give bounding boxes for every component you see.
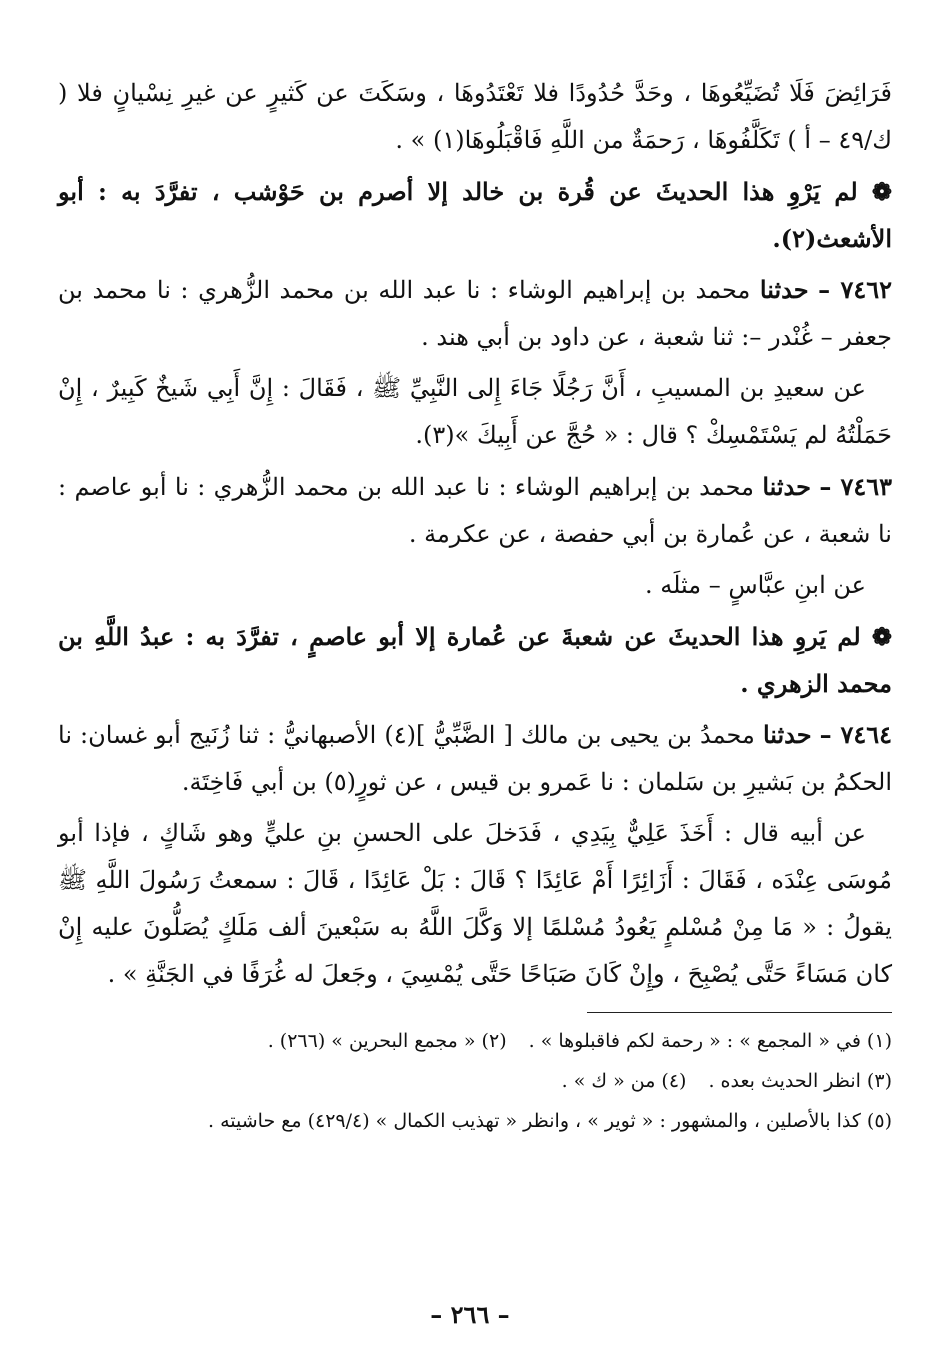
footnote-line (58, 1101, 892, 1141)
footnote-5: (٥) كذا بالأصلين ، والمشهور : « ثوير » ، وانظر « تهذيب الكمال » (٤٢٩/٤) مع حاشيته . (208, 1110, 892, 1132)
body-text (58, 70, 892, 998)
hadith-7463-matn: عن ابنِ عبَّاسٍ – مثلَه . (644, 571, 866, 599)
footnote-line (58, 1061, 892, 1101)
footnote-3: (٣) انظر الحديث بعده . (708, 1070, 892, 1092)
hadith-7464-isnad (58, 711, 892, 806)
hadith-number: ٧٤٦٤ – (819, 720, 892, 749)
hadith-7462-matn: عن سعيدِ بن المسيبِ ، أَنَّ رَجُلًا جَاءَ إِلى النَّبِيِّ ﷺ ، فَقَالَ : إِنَّ أَبِي شَيخٌ كَبِيرٌ ، إِنْ حَمَلْتُهُ لم يَسْتَمْسِكْ ؟ قال : « حُجَّ عن أَبِيكَ »(٣). (58, 374, 892, 449)
footnote-separator (587, 1012, 892, 1013)
paragraph-continuation: فَرَائِضَ فَلَا تُضَيِّعُوهَا ، وحَدَّ حُدُودًا فلا تَعْتَدُوهَا ، وسَكَتَ عن كَثيرٍ عن غيرِ نِسْيانٍ فلا ( ك/٤٩ – أ ) تَكَلَّفُوهَا ، رَحمَةٌ من اللَّهِ فَاقْبَلُوهَا(١) » . (58, 79, 892, 154)
hadith-chain-text: محمد بن إبراهيم الوشاء : نا عبد الله بن محمد الزُّهري : نا محمد بن جعفر – غُنْدر –: ثنا شعبة ، عن داود بن أبي هند . (58, 276, 892, 351)
commentary-note: ❁ لم يَرْوِ هذا الحديثَ عن قُرة بن خالد إلا أصرم بن حَوْشب ، تفرَّدَ به : أبو الأشعث(٢). (58, 177, 892, 253)
hadith-7462-isnad (58, 266, 892, 361)
commentary-note: ❁ لم يَروِ هذا الحديثَ عن شعبةَ عن عُمارة إلا أبو عاصمٍ ، تفرَّدَ به : عبدُ اللَّهِ بن محمد الزهري . (58, 622, 892, 698)
footnote-1: (١) في « المجمع » : « رحمة لكم فاقبلوها » . (528, 1030, 892, 1052)
hadith-chain-text: محمد بن إبراهيم الوشاء : نا عبد الله بن محمد الزُّهري : نا أبو عاصم : نا شعبة ، عن عُمارة بن أبي حفصة ، عن عكرمة . (58, 473, 892, 548)
hadith-opening-word: حدثنا (759, 275, 809, 304)
footnote-4: (٤) من « ك » . (561, 1070, 687, 1092)
hadith-number: ٧٤٦٣ – (819, 472, 892, 501)
footnote-line (58, 1021, 892, 1061)
hadith-7464-matn: عن أبيه قال : أَخَذَ عَلِيٌّ بِيَدِي ، فَدَخلَ على الحسنِ بنِ عليٍّ وهو شَاكٍ ، فإذا أبو مُوسَى عِنْدَه ، فَقَالَ : أَزَائِرًا أَمْ عَائِدًا ؟ قَالَ : بَلْ عَائِدًا ، قَالَ : سمعتُ رَسُولَ اللَّهِ ﷺ يقولُ : « مَا مِنْ مُسْلمٍ يَعُودُ مُسْلمًا إلا وَكَّلَ اللَّهُ به سَبْعينَ ألف مَلَكٍ يُصَلُّونَ عليه إِنْ كان مَسَاءً حَتَّى يُصْبِحَ ، وإِنْ كَانَ صَبَاحًا حَتَّى يُمْسِيَ ، وجَعلَ له غُرَفًا في الجَنَّةِ » . (58, 819, 892, 988)
hadith-chain-text: محمدُ بن يحيى بن مالك [ الضَّبِّيُّ ](٤) الأصبهانيُّ : ثنا زُنَيج أبو غسان: نا الحكمُ بن بَشيرِ بن سَلمان : نا عَمرو بن قيس ، عن ثورٍ(٥) بن أبي فَاخِتَة. (58, 721, 892, 796)
footnote-2: (٢) « مجمع البحرين » (٢٦٦) . (267, 1030, 507, 1052)
hadith-number: ٧٤٦٢ – (818, 275, 892, 304)
hadith-opening-word: حدثنا (762, 720, 812, 749)
hadith-opening-word: حدثنا (762, 472, 811, 501)
page-number: – ٢٦٦ – (430, 1300, 510, 1329)
footnotes (58, 1021, 892, 1141)
hadith-7463-isnad (58, 463, 892, 558)
